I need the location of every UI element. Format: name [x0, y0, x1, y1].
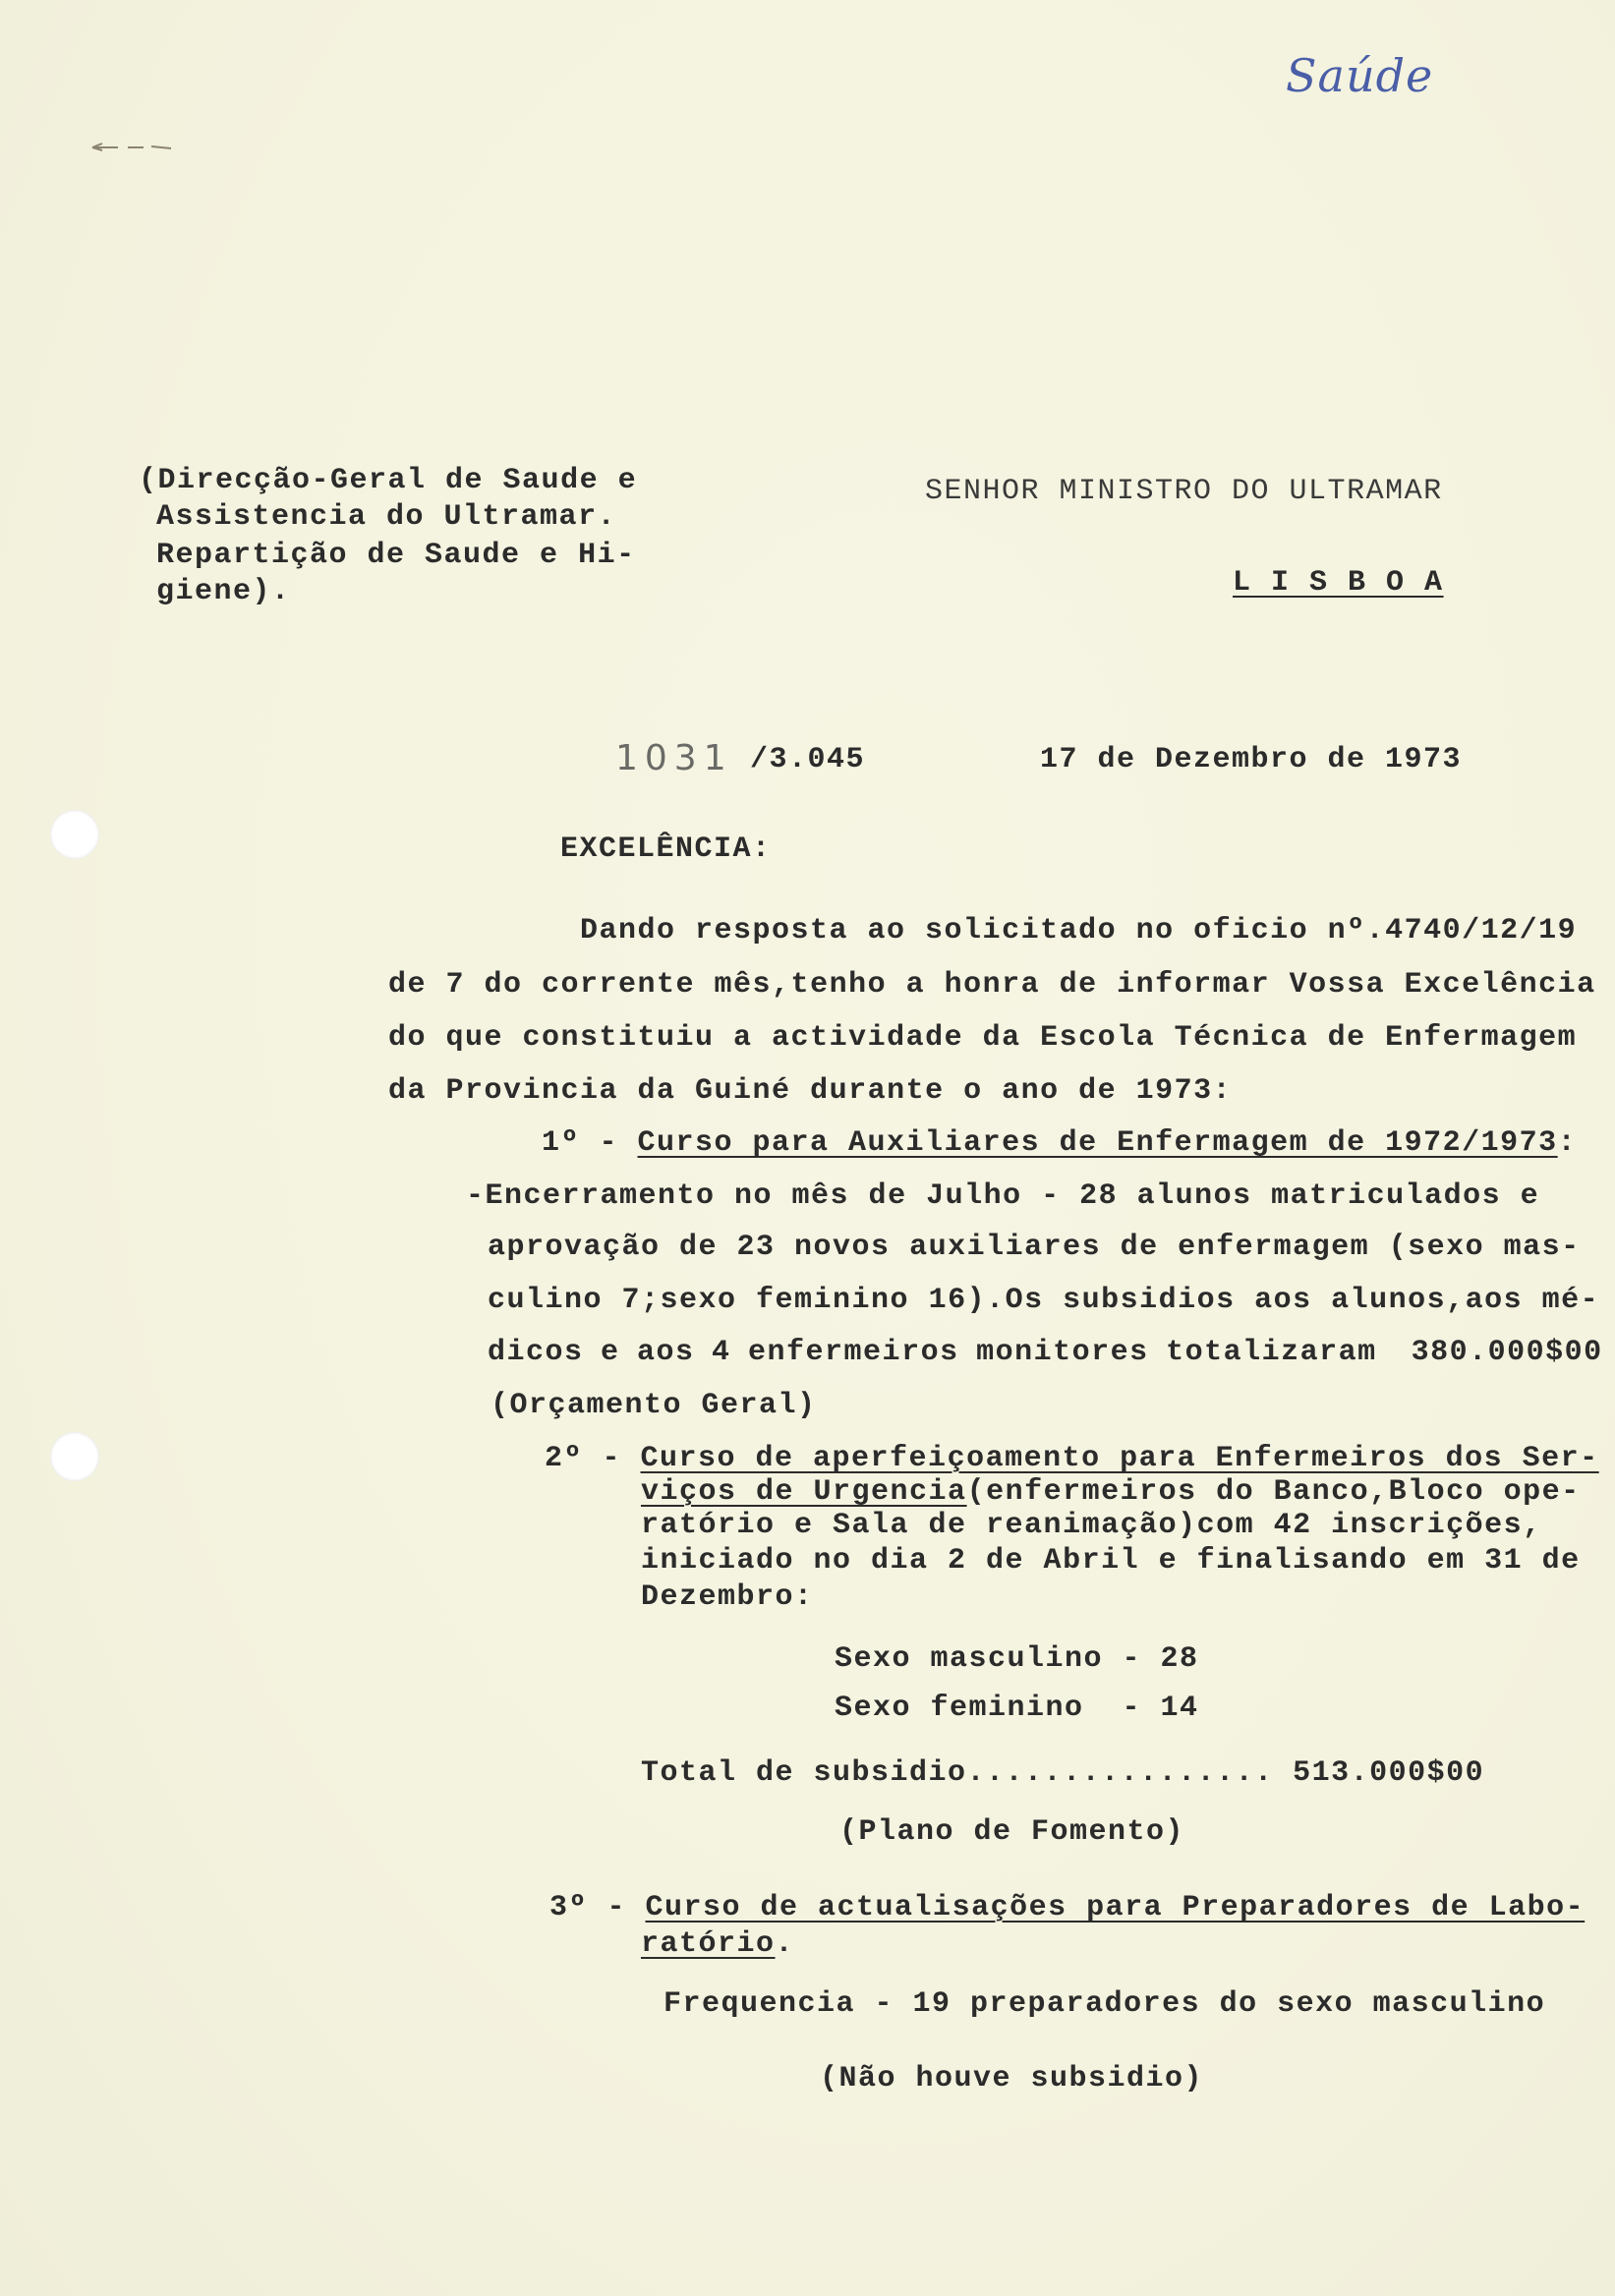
item-marker: 3º -: [549, 1891, 646, 1924]
item-body-line: culino 7;sexo feminino 16).Os subsidios aos alunos,aos mé-: [488, 1284, 1600, 1317]
item-title: Curso para Auxiliares de Enfermagem de 1972/1973: [637, 1126, 1558, 1160]
item-heading-continued: [641, 1474, 1581, 1510]
item-heading: [545, 1441, 1599, 1476]
item-title-rest: (enfermeiros do Banco,Bloco ope-: [966, 1475, 1581, 1509]
sender-line: Assistencia do Ultramar.: [156, 500, 617, 534]
item-body-line: aprovação de 23 novos auxiliares de enfermagem (sexo mas-: [488, 1231, 1581, 1264]
salutation: EXCELÊNCIA:: [560, 832, 772, 866]
recipient-city: L I S B O A: [1233, 566, 1444, 600]
item-body-line: Dezembro:: [641, 1580, 814, 1614]
item-funding-source: (Orçamento Geral): [490, 1389, 817, 1422]
item-title-end: :: [1557, 1126, 1578, 1160]
enrolment-stat: Sexo masculino - 28: [835, 1642, 1199, 1676]
sender-line: Repartição de Saude e Hi-: [156, 539, 636, 572]
item-heading: [549, 1890, 1585, 1925]
item-title: viços de Urgencia: [641, 1475, 967, 1509]
handwritten-annotation: Saúde: [1286, 49, 1434, 102]
sender-line: giene).: [156, 575, 291, 608]
item-body-line: -Encerramento no mês de Julho - 28 alunos matriculados e: [466, 1179, 1540, 1213]
paragraph-line: Dando resposta ao solicitado no oficio nº.4740/12/19: [580, 914, 1578, 947]
item-marker: 2º -: [545, 1442, 641, 1475]
item-body-line: Frequencia - 19 preparadores do sexo masculino: [663, 1987, 1546, 2021]
item-heading-continued: [641, 1926, 794, 1962]
punch-hole-upper: [50, 810, 99, 859]
item-funding-source: (Não houve subsidio): [820, 2062, 1204, 2095]
item-title: ratório: [641, 1927, 776, 1961]
paragraph-line: da Provincia da Guiné durante o ano de 1973:: [388, 1074, 1233, 1108]
item-body-line: dicos e aos 4 enfermeiros monitores totalizaram 380.000$00: [488, 1336, 1603, 1369]
subsidy-total: Total de subsidio................ 513.000$00: [641, 1756, 1485, 1790]
item-funding-source: (Plano de Fomento): [839, 1815, 1185, 1849]
stamp-number: 1031: [615, 738, 733, 778]
reference-number: /3.045: [750, 743, 866, 776]
paragraph-line: do que constituiu a actividade da Escola Técnica de Enfermagem: [388, 1021, 1578, 1055]
paragraph-line: de 7 do corrente mês,tenho a honra de informar Vossa Excelência: [388, 968, 1596, 1002]
sender-line: (Direcção-Geral de Saude e: [139, 464, 638, 497]
item-title-end: .: [775, 1927, 795, 1961]
letter-date: 17 de Dezembro de 1973: [1040, 743, 1463, 776]
item-marker: 1º -: [542, 1126, 638, 1160]
item-title: Curso de aperfeiçoamento para Enfermeiros dos Ser-: [640, 1442, 1599, 1475]
item-body-line: iniciado no dia 2 de Abril e finalisando em 31 de: [641, 1544, 1581, 1578]
enrolment-stat: Sexo feminino - 14: [835, 1692, 1199, 1725]
item-heading: [542, 1125, 1577, 1161]
item-body-line: ratório e Sala de reanimação)com 42 inscrições,: [641, 1509, 1542, 1542]
recipient-title: SENHOR MINISTRO DO ULTRAMAR: [925, 475, 1443, 508]
item-title: Curso de actualisações para Preparadores de Labo-: [645, 1891, 1586, 1924]
margin-pencil-mark: [88, 138, 177, 157]
punch-hole-lower: [50, 1432, 99, 1481]
